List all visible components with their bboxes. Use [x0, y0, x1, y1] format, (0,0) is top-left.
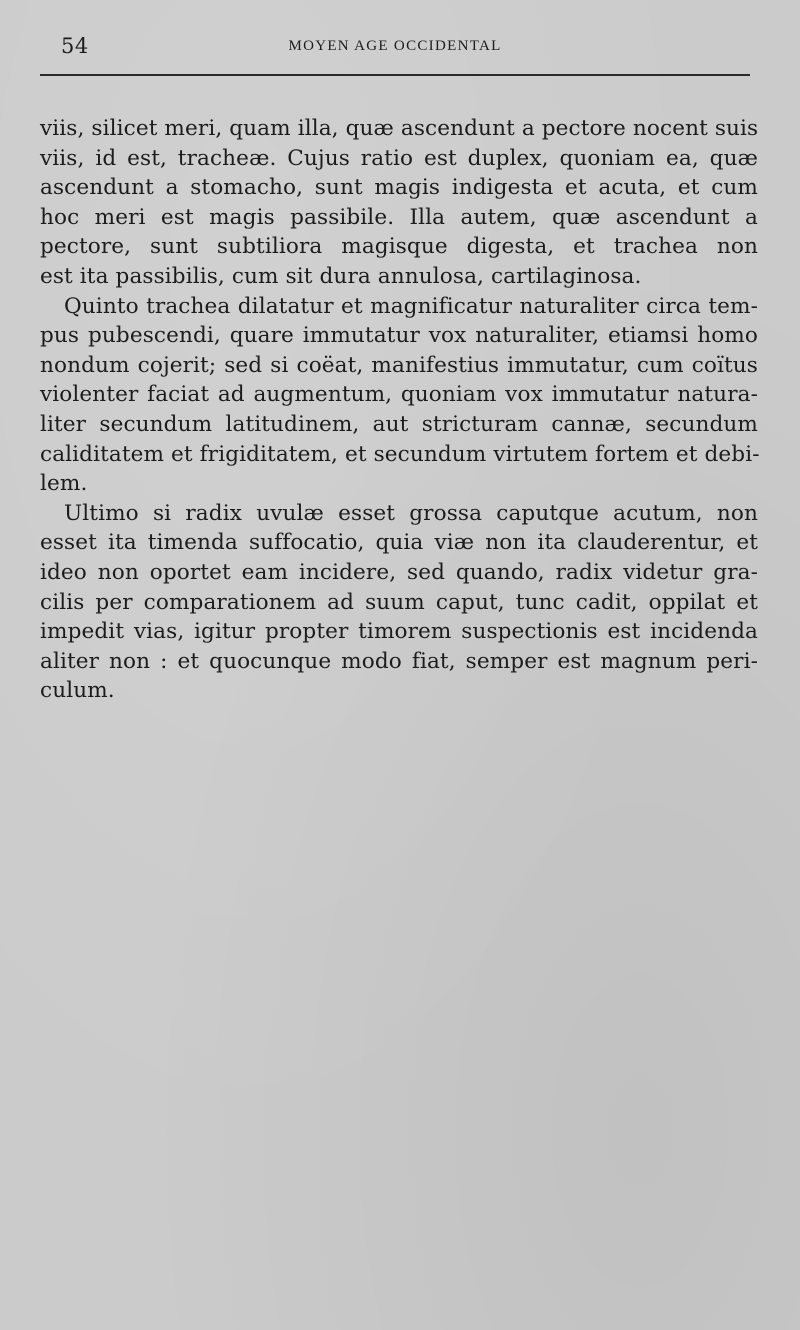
text-line: caliditatem et frigiditatem, et secundum virtutem fortem et debi- [40, 441, 760, 467]
text-line: pus pubescendi, quare immutatur vox naturaliter, etiamsi homo [40, 323, 758, 349]
running-title: MOYEN AGE OCCIDENTAL [288, 38, 502, 54]
text-line: ideo non oportet eam incidere, sed quando, radix videtur gra- [40, 559, 758, 585]
text-line: culum. [40, 678, 115, 704]
body-text [40, 114, 758, 706]
text-line: viis, silicet meri, quam illa, quæ ascendunt a pectore nocent suis [40, 116, 759, 141]
text-line: violenter faciat ad augmentum, quoniam vox immutatur natura- [40, 382, 758, 408]
text-line: cilis per comparationem ad suum caput, tunc cadit, oppilat et [40, 589, 758, 615]
text-line: esset ita timenda suffocatio, quia viæ non ita clauderentur, et [40, 530, 758, 556]
text-line: viis, id est, tracheæ. Cujus ratio est duplex, quoniam ea, quæ [40, 145, 758, 171]
text-line: aliter non : et quocunque modo fiat, semper est magnum peri- [40, 648, 758, 674]
text-line: impedit vias, igitur propter timorem suspectionis est incidenda [40, 619, 758, 645]
text-line: Ultimo si radix uvulæ esset grossa caputque acutum, non [64, 500, 758, 526]
running-head [40, 30, 750, 62]
text-line: pectore, sunt subtiliora magisque digesta, et trachea non [40, 234, 758, 260]
text-line: lem. [40, 471, 88, 497]
text-line: est ita passibilis, cum sit dura annulosa, cartilaginosa. [40, 263, 642, 289]
header-rule [40, 74, 750, 76]
text-line: liter secundum latitudinem, aut stricturam cannæ, secundum [40, 411, 758, 437]
text-line: hoc meri est magis passibile. Illa autem, quæ ascendunt a [40, 204, 758, 230]
page-number: 54 [61, 34, 89, 58]
text-line: nondum cojerit; sed si coëat, manifestius immutatur, cum coïtus [40, 352, 758, 378]
text-line: Quinto trachea dilatatur et magnificatur naturaliter circa tem- [64, 293, 758, 319]
text-line: ascendunt a stomacho, sunt magis indigesta et acuta, et cum [40, 175, 758, 201]
